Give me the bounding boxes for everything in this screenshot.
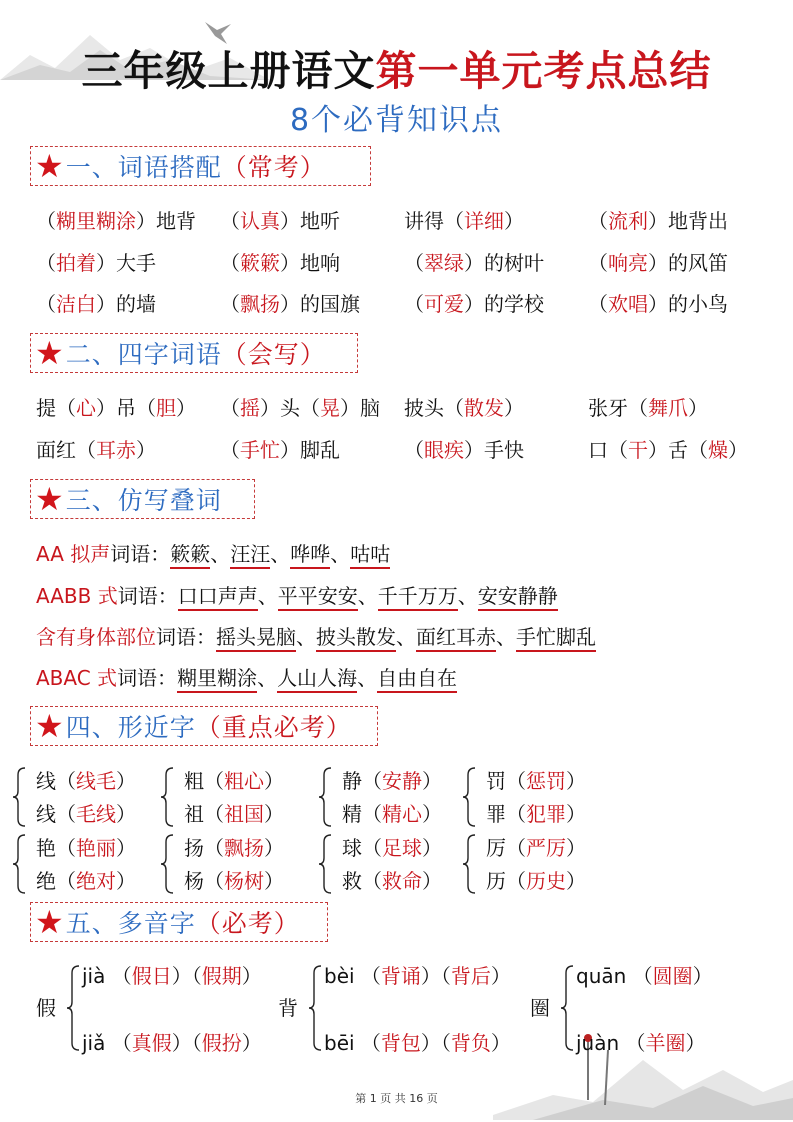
- separator: 、: [357, 666, 378, 690]
- char-word: 犯罪: [526, 802, 566, 826]
- section-heading-1: [30, 146, 371, 186]
- separator: 、: [257, 666, 278, 690]
- idiom-answer: 胆: [156, 396, 176, 420]
- char: 球: [342, 836, 362, 860]
- idiom-answer: 散发: [464, 396, 504, 420]
- idiom-item: [588, 392, 708, 421]
- paren: ）: [566, 836, 586, 860]
- paren: （: [204, 802, 224, 826]
- similar-char-item: [342, 798, 442, 827]
- char-word: 救命: [382, 869, 422, 893]
- paren: ）: [420, 1031, 441, 1055]
- example-word: 平平安安: [278, 584, 358, 611]
- similar-char-item: [36, 765, 136, 794]
- pinyin: bèi: [324, 964, 361, 988]
- pinyin-word: 背包: [380, 1031, 421, 1055]
- idiom-text: ）: [504, 396, 524, 420]
- paren: ）: [264, 802, 284, 826]
- char-word: 足球: [382, 836, 422, 860]
- section-title: 四、形近字: [65, 713, 196, 742]
- paren: （: [506, 836, 526, 860]
- page-subtitle: 8个必背知识点: [289, 103, 504, 138]
- title-red-part: 第一单元考点总结: [375, 47, 712, 95]
- idiom-answer: 手忙: [240, 438, 280, 462]
- paren: ）: [566, 769, 586, 793]
- phrase-item: [588, 288, 728, 317]
- section-title: 二、四字词语: [65, 340, 222, 369]
- similar-char-item: [184, 798, 284, 827]
- similar-char-item: [486, 765, 586, 794]
- star-icon: ★: [35, 147, 64, 185]
- phrase-pre: （: [220, 292, 240, 316]
- idiom-answer: 耳赤: [96, 438, 136, 462]
- phrase-answer: 糊里糊涂: [56, 209, 136, 233]
- paren: ）: [422, 869, 442, 893]
- section-paren: （必考）: [195, 909, 300, 938]
- idiom-answer: 摇: [240, 396, 260, 420]
- phrase-post: ）地听: [280, 209, 340, 233]
- paren: （: [191, 1031, 202, 1055]
- paren: （: [440, 964, 451, 988]
- line-suffix: 词语：: [117, 584, 178, 608]
- idiom-text: ）: [136, 438, 156, 462]
- brace-icon: [160, 834, 174, 894]
- separator: 、: [396, 625, 416, 649]
- phrase-answer: 簌簌: [240, 251, 280, 275]
- paren: （: [204, 769, 224, 793]
- idiom-item: [220, 392, 380, 421]
- char: 罚: [486, 769, 506, 793]
- paren: ）: [490, 1031, 511, 1055]
- phrase-answer: 响亮: [608, 251, 648, 275]
- paren: ）: [171, 964, 192, 988]
- idiom-answer: 舞爪: [648, 396, 688, 420]
- pinyin-word: 背负: [450, 1031, 491, 1055]
- pinyin-word: 圆圈: [652, 964, 693, 988]
- example-word: 糊里糊涂: [177, 666, 257, 693]
- paren: ）: [685, 1031, 706, 1055]
- similar-char-item: [184, 865, 284, 894]
- paren: （: [625, 1031, 646, 1055]
- idiom-text: ）: [688, 396, 708, 420]
- paren: ）: [241, 1031, 262, 1055]
- idiom-item: [36, 434, 156, 463]
- example-word: 摇头晃脑: [216, 625, 296, 652]
- similar-char-item: [486, 865, 586, 894]
- phrase-pre: 讲得（: [404, 209, 464, 233]
- phrase-pre: （: [588, 251, 608, 275]
- paren: ）: [264, 836, 284, 860]
- idiom-text: （: [404, 438, 424, 462]
- paren: （: [56, 769, 76, 793]
- paren: （: [111, 964, 132, 988]
- phrase-item: [220, 288, 360, 317]
- line-label: 含有身体部位: [36, 625, 156, 649]
- phrase-post: ）的风笛: [648, 251, 728, 275]
- star-icon: ★: [35, 334, 64, 372]
- paren: （: [362, 769, 382, 793]
- phrase-post: ）的树叶: [464, 251, 544, 275]
- paren: （: [191, 964, 202, 988]
- pinyin-word: 假日: [131, 964, 172, 988]
- similar-char-item: [184, 765, 284, 794]
- paren: ）: [171, 1031, 192, 1055]
- section-heading-4: [30, 706, 378, 746]
- similar-char-item: [36, 865, 136, 894]
- paren: （: [440, 1031, 451, 1055]
- section-title: 五、多音字: [65, 909, 196, 938]
- idiom-text: ）吊（: [96, 396, 156, 420]
- phrase-answer: 流利: [608, 209, 648, 233]
- phrase-answer: 洁白: [56, 292, 96, 316]
- phrase-post: ）地背出: [648, 209, 728, 233]
- polyphone-char: 背: [278, 996, 298, 1020]
- similar-char-item: [342, 765, 442, 794]
- pinyin: bēi: [324, 1031, 361, 1055]
- example-word: 自由自在: [377, 666, 457, 693]
- paren: （: [111, 1031, 132, 1055]
- line-suffix: 词语：: [156, 625, 216, 649]
- reduplication-line: [36, 538, 390, 567]
- pinyin: jiǎ: [82, 1031, 112, 1055]
- similar-char-item: [184, 832, 284, 861]
- reduplication-line: [36, 662, 457, 691]
- phrase-post: ）的墙: [96, 292, 156, 316]
- phrase-item: [36, 247, 156, 276]
- char: 绝: [36, 869, 56, 893]
- idiom-text: ）舌（: [648, 438, 708, 462]
- idiom-item: [404, 392, 524, 421]
- idiom-text: ）: [728, 438, 748, 462]
- example-word: 安安静静: [478, 584, 558, 611]
- char: 粗: [184, 769, 204, 793]
- paren: ）: [116, 836, 136, 860]
- phrase-pre: （: [588, 292, 608, 316]
- char: 线: [36, 769, 56, 793]
- paren: ）: [116, 802, 136, 826]
- phrase-item: [404, 247, 544, 276]
- paren: ）: [420, 964, 441, 988]
- paren: （: [204, 836, 224, 860]
- idiom-text: （: [220, 396, 240, 420]
- example-word: 咕咕: [350, 542, 390, 569]
- paren: （: [362, 836, 382, 860]
- idiom-text: ）头（: [260, 396, 320, 420]
- example-word: 簌簌: [170, 542, 210, 569]
- similar-char-item: [486, 798, 586, 827]
- paren: ）: [692, 964, 713, 988]
- line-label: AA 拟声: [36, 542, 111, 566]
- idiom-answer: 心: [76, 396, 96, 420]
- pinyin: juàn: [576, 1031, 626, 1055]
- char-word: 祖国: [224, 802, 264, 826]
- phrase-item: [588, 205, 728, 234]
- line-label: ABAC 式: [36, 666, 118, 690]
- phrase-answer: 详细: [464, 209, 504, 233]
- idiom-text: 张牙（: [588, 396, 648, 420]
- star-icon: ★: [35, 480, 64, 518]
- char: 线: [36, 802, 56, 826]
- separator: 、: [210, 542, 231, 566]
- paren: （: [56, 802, 76, 826]
- idiom-answer: 眼疾: [424, 438, 464, 462]
- phrase-item: [588, 247, 728, 276]
- pinyin-word: 假期: [201, 964, 242, 988]
- idiom-answer: 晃: [320, 396, 340, 420]
- char-word: 历史: [526, 869, 566, 893]
- paren: （: [362, 802, 382, 826]
- paren: ）: [241, 964, 262, 988]
- example-word: 口口声声: [178, 584, 258, 611]
- char: 精: [342, 802, 362, 826]
- phrase-answer: 欢唱: [608, 292, 648, 316]
- section-heading-5: [30, 902, 328, 942]
- similar-char-item: [342, 865, 442, 894]
- paren: ）: [566, 802, 586, 826]
- paren: ）: [566, 869, 586, 893]
- separator: 、: [330, 542, 351, 566]
- pinyin: jià: [82, 964, 112, 988]
- phrase-answer: 翠绿: [424, 251, 464, 275]
- phrase-answer: 飘扬: [240, 292, 280, 316]
- polyphone-char: 假: [36, 996, 56, 1020]
- brace-icon: [160, 767, 174, 827]
- section-title: 一、词语搭配: [65, 153, 222, 182]
- separator: 、: [257, 584, 278, 608]
- char-word: 飘扬: [224, 836, 264, 860]
- title-black-part: 三年级上册语文: [81, 47, 376, 95]
- char-word: 粗心: [224, 769, 264, 793]
- phrase-item: [36, 205, 196, 234]
- section-heading-3: [30, 479, 255, 519]
- phrase-post: ）: [504, 209, 524, 233]
- line-label: AABB 式: [36, 584, 118, 608]
- example-word: 面红耳赤: [416, 625, 496, 652]
- char-word: 杨树: [224, 869, 264, 893]
- char-word: 严厉: [526, 836, 566, 860]
- char: 静: [342, 769, 362, 793]
- pinyin-line: [576, 960, 713, 989]
- separator: 、: [357, 584, 378, 608]
- char-word: 惩罚: [526, 769, 566, 793]
- paren: （: [632, 964, 653, 988]
- char-word: 安静: [382, 769, 422, 793]
- phrase-item: [220, 205, 340, 234]
- similar-char-item: [486, 832, 586, 861]
- polyphone-char: 圈: [530, 996, 550, 1020]
- pinyin-word: 假扮: [201, 1031, 242, 1055]
- phrase-item: [404, 205, 524, 234]
- brace-icon: [560, 965, 574, 1051]
- idiom-text: ）: [176, 396, 196, 420]
- idiom-text: ）手快: [464, 438, 524, 462]
- phrase-pre: （: [220, 251, 240, 275]
- brace-icon: [318, 767, 332, 827]
- paren: ）: [264, 769, 284, 793]
- paren: ）: [116, 769, 136, 793]
- idiom-text: 面红（: [36, 438, 96, 462]
- char-word: 毛线: [76, 802, 116, 826]
- phrase-item: [220, 247, 340, 276]
- brace-icon: [318, 834, 332, 894]
- brace-icon: [66, 965, 80, 1051]
- phrase-pre: （: [36, 251, 56, 275]
- char-word: 艳丽: [76, 836, 116, 860]
- paren: ）: [422, 836, 442, 860]
- example-word: 人山人海: [277, 666, 357, 693]
- char: 厉: [486, 836, 506, 860]
- idiom-item: [220, 434, 340, 463]
- phrase-answer: 拍着: [56, 251, 96, 275]
- brace-icon: [12, 834, 26, 894]
- idiom-text: 口（: [588, 438, 628, 462]
- paren: ）: [422, 769, 442, 793]
- char-word: 精心: [382, 802, 422, 826]
- pinyin-line: [82, 1027, 262, 1056]
- separator: 、: [296, 625, 316, 649]
- char: 杨: [184, 869, 204, 893]
- reduplication-line: [36, 580, 558, 609]
- brace-icon: [308, 965, 322, 1051]
- star-icon: ★: [35, 903, 64, 941]
- pinyin-word: 背诵: [380, 964, 421, 988]
- example-word: 汪汪: [230, 542, 270, 569]
- phrase-post: ）地背: [136, 209, 196, 233]
- char: 罪: [486, 802, 506, 826]
- pinyin-line: [324, 1027, 511, 1056]
- paren: （: [360, 964, 381, 988]
- similar-char-item: [36, 798, 136, 827]
- phrase-pre: （: [220, 209, 240, 233]
- line-suffix: 词语：: [110, 542, 171, 566]
- section-heading-2: [30, 333, 358, 373]
- pinyin-line: [82, 960, 262, 989]
- separator: 、: [457, 584, 478, 608]
- phrase-pre: （: [404, 292, 424, 316]
- example-word: 手忙脚乱: [516, 625, 596, 652]
- paren: （: [506, 802, 526, 826]
- phrase-pre: （: [588, 209, 608, 233]
- similar-char-item: [36, 832, 136, 861]
- phrase-item: [404, 288, 544, 317]
- section-paren: （会写）: [221, 340, 326, 369]
- example-word: 哗哗: [290, 542, 330, 569]
- phrase-pre: （: [36, 292, 56, 316]
- paren: ）: [422, 802, 442, 826]
- char: 扬: [184, 836, 204, 860]
- separator: 、: [270, 542, 291, 566]
- char: 历: [486, 869, 506, 893]
- pinyin-word: 真假: [131, 1031, 172, 1055]
- idiom-item: [36, 392, 196, 421]
- paren: （: [506, 869, 526, 893]
- phrase-answer: 认真: [240, 209, 280, 233]
- phrase-pre: （: [404, 251, 424, 275]
- section-paren: （常考）: [221, 153, 326, 182]
- phrase-post: ）的学校: [464, 292, 544, 316]
- brace-icon: [12, 767, 26, 827]
- idiom-item: [588, 434, 748, 463]
- pinyin-word: 背后: [450, 964, 491, 988]
- idiom-text: ）脑: [340, 396, 380, 420]
- paren: （: [56, 836, 76, 860]
- example-word: 披头散发: [316, 625, 396, 652]
- section-paren: （重点必考）: [195, 713, 352, 742]
- star-icon: ★: [35, 707, 64, 745]
- paren: ）: [116, 869, 136, 893]
- paren: （: [362, 869, 382, 893]
- brace-icon: [462, 834, 476, 894]
- idiom-answer: 干: [628, 438, 648, 462]
- page-title: [0, 38, 793, 97]
- idiom-text: 提（: [36, 396, 76, 420]
- example-word: 千千万万: [378, 584, 458, 611]
- paren: ）: [490, 964, 511, 988]
- reduplication-line: [36, 621, 596, 650]
- paren: （: [56, 869, 76, 893]
- similar-char-item: [342, 832, 442, 861]
- paren: （: [506, 769, 526, 793]
- pinyin: quān: [576, 964, 633, 988]
- pinyin-line: [576, 1027, 706, 1056]
- idiom-item: [404, 434, 524, 463]
- line-suffix: 词语：: [117, 666, 178, 690]
- idiom-answer: 燥: [708, 438, 728, 462]
- pinyin-line: [324, 960, 511, 989]
- phrase-pre: （: [36, 209, 56, 233]
- char-word: 绝对: [76, 869, 116, 893]
- phrase-post: ）的国旗: [280, 292, 360, 316]
- page-footer: 第 1 页 共 16 页: [355, 1092, 438, 1105]
- paren: （: [204, 869, 224, 893]
- phrase-item: [36, 288, 156, 317]
- char: 祖: [184, 802, 204, 826]
- phrase-post: ）的小鸟: [648, 292, 728, 316]
- separator: 、: [496, 625, 516, 649]
- phrase-post: ）地响: [280, 251, 340, 275]
- phrase-post: ）大手: [96, 251, 156, 275]
- idiom-text: 披头（: [404, 396, 464, 420]
- paren: ）: [264, 869, 284, 893]
- idiom-text: ）脚乱: [280, 438, 340, 462]
- paren: （: [360, 1031, 381, 1055]
- char: 艳: [36, 836, 56, 860]
- brace-icon: [462, 767, 476, 827]
- pinyin-word: 羊圈: [645, 1031, 686, 1055]
- phrase-answer: 可爱: [424, 292, 464, 316]
- idiom-text: （: [220, 438, 240, 462]
- char: 救: [342, 869, 362, 893]
- section-title: 三、仿写叠词: [65, 486, 222, 515]
- char-word: 线毛: [76, 769, 116, 793]
